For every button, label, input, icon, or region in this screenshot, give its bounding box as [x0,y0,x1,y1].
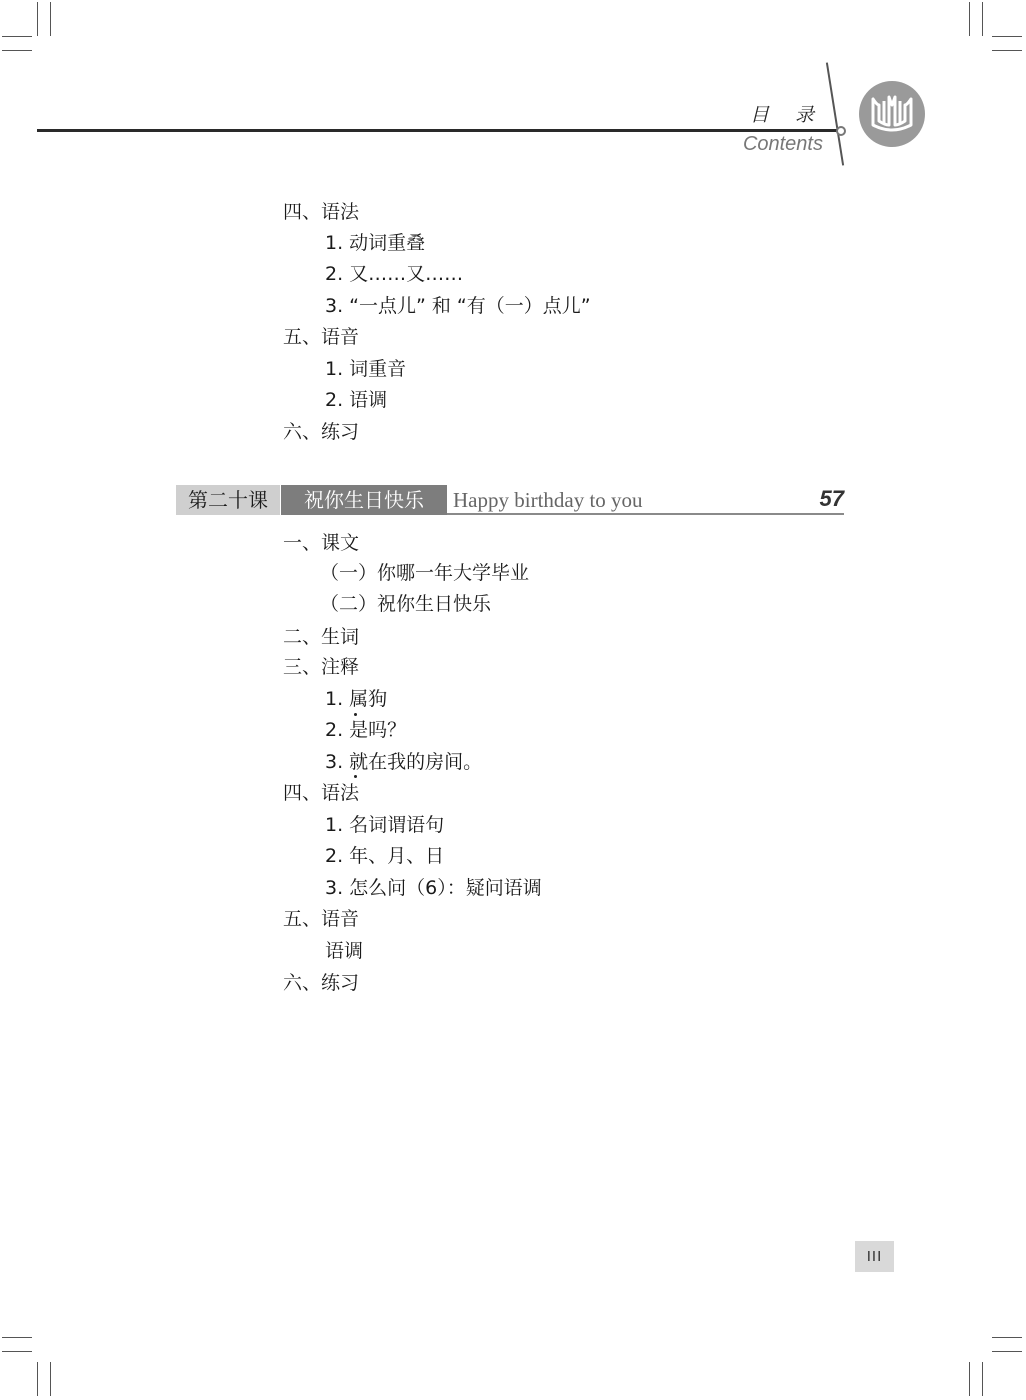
toc-item: 1. 名词谓语句 [325,814,445,836]
page-folio: III [855,1241,894,1272]
toc-heading-notes: 三、注释 [283,656,360,678]
toc-heading-grammar: 四、语法 [283,782,360,804]
toc-heading-exercises: 六、练习 [283,972,360,994]
toc-heading-phonetics: 五、语音 [283,908,360,930]
lesson-underline [447,513,844,515]
lesson-page-number: 57 [819,486,844,511]
toc-item: 2. 又……又…… [325,263,464,285]
crop-mark [982,2,983,36]
emphasis-dot [354,775,357,778]
toc-item: 3. “一点儿” 和 “有（一）点儿” [325,295,591,317]
toc-item: （一）你哪一年大学毕业 [320,562,530,584]
toc-item: 语调 [325,940,364,962]
lesson-english-title: Happy birthday to you [453,488,643,512]
crop-mark [992,50,1022,51]
crop-mark [992,36,1022,37]
crop-mark [2,36,32,37]
page-title: 目 录 [749,104,824,126]
toc-heading-phonetics: 五、语音 [283,326,360,348]
toc-item: 2. 语调 [325,389,388,411]
book-logo-icon [859,81,925,147]
toc-item: 2. 年、月、日 [325,845,445,867]
crop-mark [37,1362,38,1396]
toc-heading-vocabulary: 二、生词 [283,626,360,648]
crop-mark [2,50,32,51]
toc-item: 1. 词重音 [325,358,407,380]
header-divider [826,62,844,165]
toc-item: 3. 怎么问（6）：疑问语调 [325,877,542,899]
toc-item: 2. 是吗？ [325,719,407,741]
lesson-title: 祝你生日快乐 [281,485,447,515]
crop-mark [969,2,970,36]
crop-mark [992,1337,1022,1338]
toc-heading-exercises: 六、练习 [283,421,360,443]
crop-mark [2,1337,32,1338]
crop-mark [50,1362,51,1396]
crop-mark [992,1351,1022,1352]
toc-item: 3. 就在我的房间。 [325,751,483,773]
lesson-heading-bar[interactable] [176,485,844,515]
crop-mark [969,1362,970,1396]
header-rule [37,129,837,132]
crop-mark [50,2,51,36]
header-dot [836,126,846,136]
lesson-number: 第二十课 [176,485,280,515]
toc-item: （二）祝你生日快乐 [320,593,492,615]
crop-mark [982,1362,983,1396]
crop-mark [37,2,38,36]
emphasis-dot [354,713,357,716]
toc-heading-text: 一、课文 [283,532,360,554]
toc-item: 1. 属狗 [325,688,388,710]
toc-heading-grammar: 四、语法 [283,201,360,223]
page-subtitle: Contents [742,133,823,155]
crop-mark [2,1351,32,1352]
toc-item: 1. 动词重叠 [325,232,426,254]
